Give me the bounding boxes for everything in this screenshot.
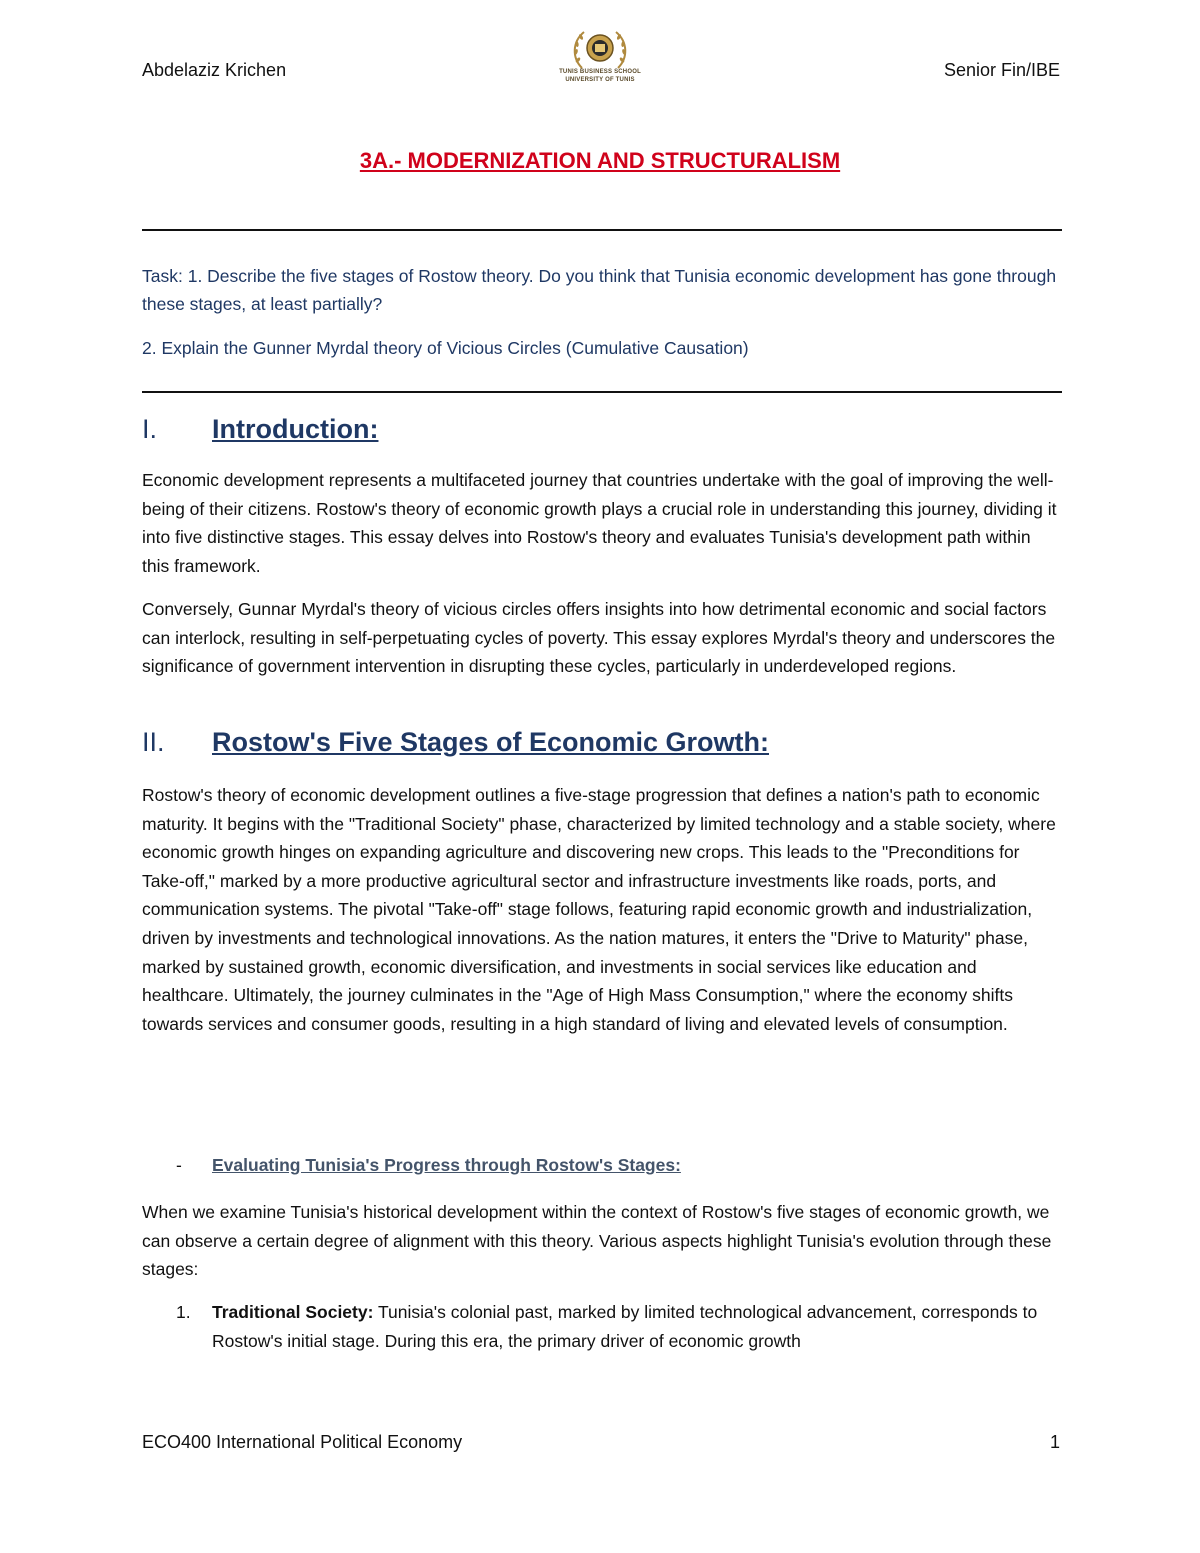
footer-course: ECO400 International Political Economy: [142, 1432, 463, 1452]
subheading-text: Evaluating Tunisia's Progress through Rostow's Stages:: [212, 1155, 681, 1175]
bullet-dash: -: [176, 1155, 182, 1175]
subheading-tunisia-progress: [142, 1155, 681, 1176]
section-number: I.: [142, 414, 158, 444]
list-marker: 1.: [176, 1302, 191, 1322]
task-question-2: 2. Explain the Gunner Myrdal theory of Vicious Circles (Cumulative Causation): [142, 338, 749, 358]
divider-top: [142, 229, 1062, 231]
logo-caption: TUNIS BUSINESS SCHOOL UNIVERSITY OF TUNIS: [559, 69, 641, 83]
list-item-text: Tunisia's colonial past, marked by limited technological advancement, corresponds to Rostow's initial stage. During this era, the primary driver of economic growth: [212, 1302, 1038, 1351]
tunisia-paragraph: When we examine Tunisia's historical development within the context of Rostow's five stages of economic growth, we can observe a certain degree of alignment with this theory. Various aspects highlight Tunisia's evolution through these stages:: [142, 1202, 1052, 1280]
section-heading-rostow: [142, 727, 769, 758]
section-title: Rostow's Five Stages of Economic Growth:: [212, 727, 769, 757]
section-number: II.: [142, 727, 165, 757]
list-item-label: Traditional Society:: [212, 1302, 374, 1322]
list-item-content: [212, 1298, 1062, 1356]
intro-paragraph-2: Conversely, Gunnar Myrdal's theory of vicious circles offers insights into how detrimental economic and social factors can interlock, resulting in self-perpetuating cycles of poverty. This essay explores Myrdal's theory and underscores the significance of government intervention in disrupting these cycles, particularly in underdeveloped regions.: [142, 599, 1056, 677]
footer-page-number: 1: [1049, 1432, 1060, 1452]
document-title: 3A.- MODERNIZATION AND STRUCTURALISM: [359, 148, 841, 173]
section-heading-introduction: [142, 414, 378, 445]
task-question-1: Task: 1. Describe the five stages of Rostow theory. Do you think that Tunisia economic development has gone through these stages, at least partially?: [142, 266, 1057, 314]
header-program: Senior Fin/IBE: [943, 60, 1060, 80]
section-title: Introduction:: [212, 414, 379, 444]
divider-bottom: [142, 391, 1062, 393]
intro-paragraph-1: Economic development represents a multifaceted journey that countries undertake with the goal of improving the well-being of their citizens. Rostow's theory of economic growth plays a crucial role in understanding this journey, dividing it into five distinctive stages. This essay delves into Rostow's theory and evaluates Tunisia's development path within this framework.: [142, 470, 1057, 576]
list-item: [142, 1298, 1062, 1356]
header-author: Abdelaziz Krichen: [142, 60, 287, 80]
stages-list: [142, 1298, 1062, 1356]
rostow-paragraph: Rostow's theory of economic development outlines a five-stage progression that defines a nation's path to economic maturity. It begins with the "Traditional Society" phase, characterized by limited technology and a stable society, where economic growth hinges on expanding agriculture and discovering new crops. This leads to the "Preconditions for Take-off," marked by a more productive agricultural sector and infrastructure investments like roads, ports, and communication systems. The pivotal "Take-off" stage follows, featuring rapid economic growth and industrialization, driven by investments and technological innovations. As the nation matures, it enters the "Drive to Maturity" phase, marked by sustained growth, economic diversification, and investments in social services like education and healthcare. Ultimately, the journey culminates in the "Age of High Mass Consumption," where the economy shifts towards services and consumer goods, resulting in a high standard of living and elevated levels of consumption.: [142, 785, 1056, 1034]
